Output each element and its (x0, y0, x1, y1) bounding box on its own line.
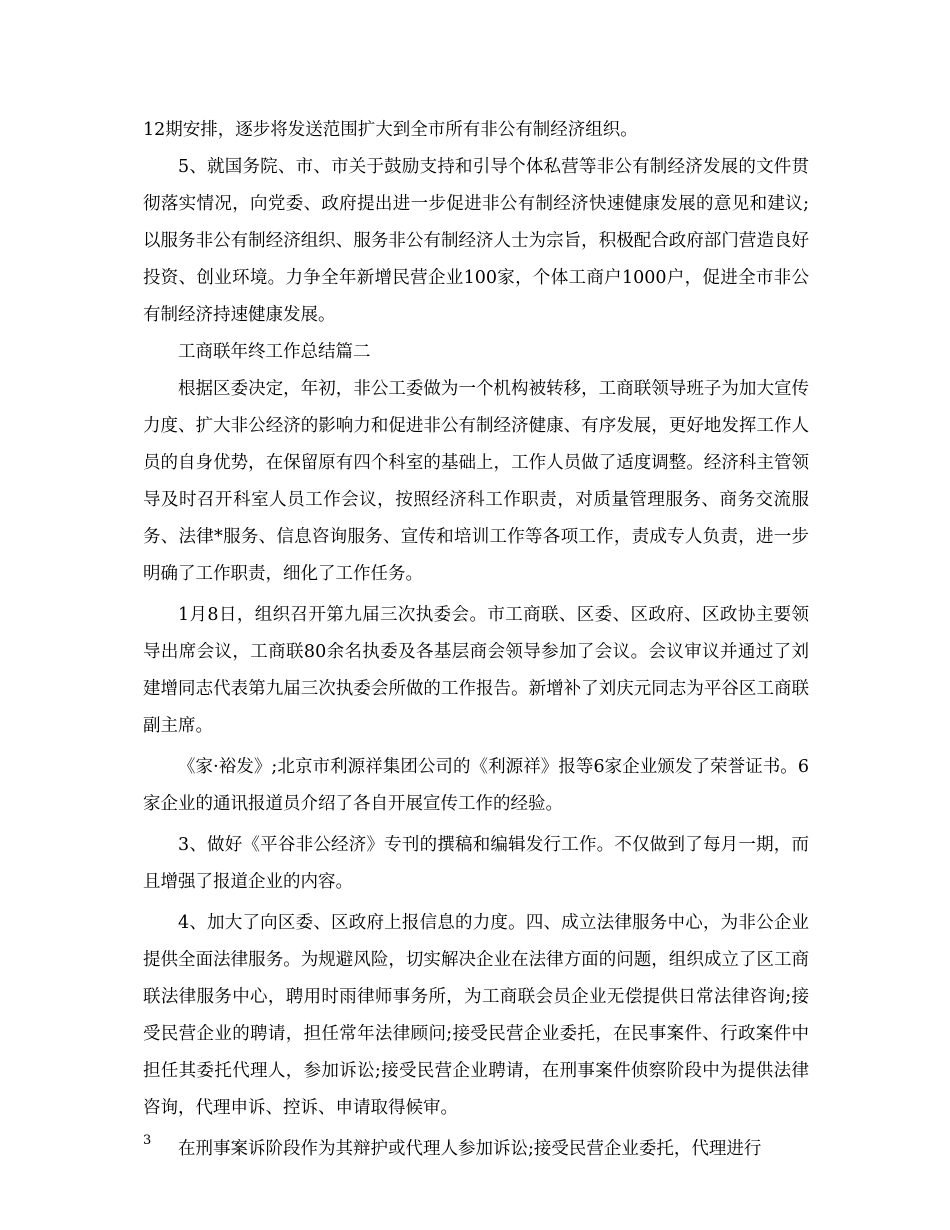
paragraph: 4、加大了向区委、区政府上报信息的力度。四、成立法律服务中心，为非公企业提供全面法律服务。为规避风险，切实解决企业在法律方面的问题，组织成立了区工商联法律服务中心，聘用时雨律师事务所，为工商联会员企业无偿提供日常法律咨询;接受民营企业的聘请，担任常年法律顾问;接受民营企业委托，在民事案件、行政案件中担任其委托代理人，参加诉讼;接受民营企业聘请，在刑事案件侦察阶段中为提供法律咨询，代理申诉、控诉、申请取得候审。 (143, 913, 809, 1118)
paragraph: 在刑事案诉阶段作为其辩护或代理人参加诉讼;接受民营企业委托，代理进行 (178, 1139, 762, 1159)
document-body (143, 112, 809, 1168)
paragraph: 5、就国务院、市、市关于鼓励支持和引导个体私营等非公有制经济发展的文件贯彻落实情况，向党委、政府提出进一步促进非公有制经济快速健康发展的意见和建议;以服务非公有制经济组织、服务非公有制经济人士为宗旨，积极配合政府部门营造良好投资、创业环境。力争全年新增民营企业100家，个体工商户1000户，促进全市非公有制经济持速健康发展。 (143, 157, 809, 325)
section-heading: 工商联年终工作总结篇二 (178, 342, 371, 362)
paragraph: 3、做好《平谷非公经济》专刊的撰稿和编辑发行工作。不仅做到了每月一期，而且增强了报道企业的内容。 (143, 835, 809, 892)
paragraph: 12期安排，逐步将发送范围扩大到全市所有非公有制经济组织。 (143, 120, 638, 140)
paragraph: 1月8日，组织召开第九届三次执委会。市工商联、区委、区政府、区政协主要领导出席会议，工商联80余名执委及各基层商会领导参加了会议。会议审议并通过了刘建增同志代表第九届三次执委会所做的工作报告。新增补了刘庆元同志为平谷区工商联副主席。 (143, 605, 809, 736)
paragraph: 根据区委决定，年初，非公工委做为一个机构被转移，工商联领导班子为加大宣传力度、扩大非公经济的影响力和促进非公有制经济健康、有序发展，更好地发挥工作人员的自身优势，在保留原有四个科室的基础上，工作人员做了适度调整。经济科主管领导及时召开科室人员工作会议，按照经济科工作职责，对质量管理服务、商务交流服务、法律*服务、信息咨询服务、宣传和培训工作等各项工作，责成专人负责，进一步明确了工作职责，细化了工作任务。 (143, 379, 809, 584)
paragraph: 《家·裕发》;北京市利源祥集团公司的《利源祥》报等6家企业颁发了荣誉证书。6家企业的通讯报道员介绍了各自开展宣传工作的经验。 (143, 757, 809, 814)
page-number: 3 (143, 1133, 152, 1148)
